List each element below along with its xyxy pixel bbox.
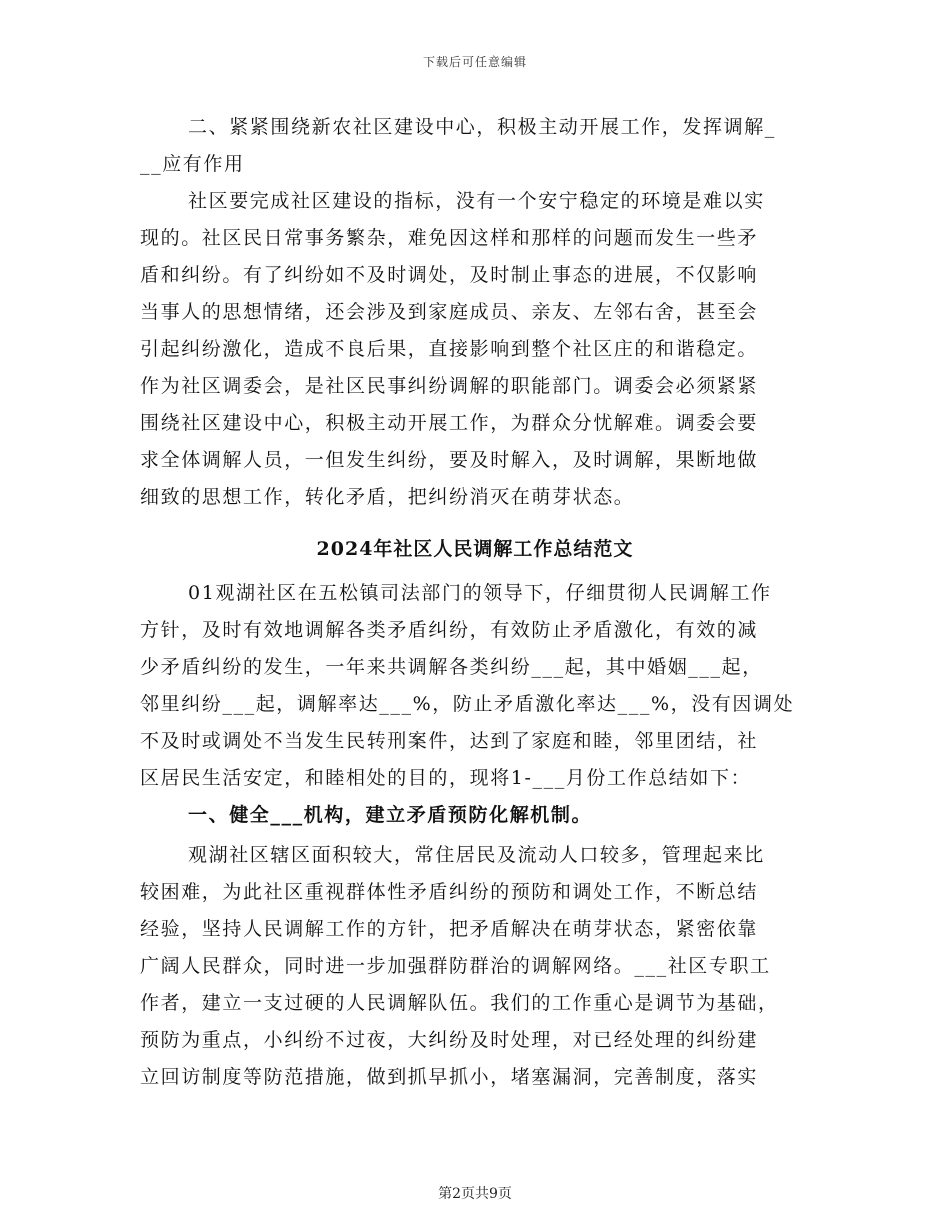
paragraph-line: 01观湖社区在五松镇司法部门的领导下，仔细贯彻人民调解工作 [188, 582, 772, 604]
paragraph-line: 预防为重点，小纠纷不过夜，大纠纷及时处理，对已经处理的纠纷建 [140, 1029, 759, 1051]
section-heading-line: 二、紧紧围绕新农社区建设中心，积极主动开展工作，发挥调解_ [188, 116, 776, 138]
paragraph-line: 不及时或调处不当发生民转刑案件，达到了家庭和睦，邻里团结，社 [140, 730, 759, 752]
paragraph-line: 现的。社区民日常事务繁杂，难免因这样和那样的问题而发生一些矛 [140, 227, 759, 249]
paragraph-line: 邻里纠纷___起，调解率达___%，防止矛盾激化率达___%，没有因调处 [140, 693, 795, 715]
paragraph-line: 引起纠纷激化，造成不良后果，直接影响到整个社区庄的和谐稳定。 [140, 338, 759, 360]
paragraph-line: 细致的思想工作，转化矛盾，把纠纷消灭在萌芽状态。 [140, 486, 635, 508]
paragraph-line: 立回访制度等防范措施，做到抓早抓小，堵塞漏洞，完善制度，落实 [140, 1066, 759, 1088]
section-heading: 一、健全___机构，建立矛盾预防化解机制。 [188, 804, 593, 826]
paragraph-line: 方针，及时有效地调解各类矛盾纠纷，有效防止矛盾激化，有效的减 [140, 619, 759, 641]
paragraph-line: 作者，建立一支过硬的人民调解队伍。我们的工作重心是调节为基础， [140, 992, 779, 1014]
paragraph-line: 围绕社区建设中心，积极主动开展工作，为群众分忧解难。调委会要 [140, 412, 759, 434]
paragraph-line: 区居民生活安定，和睦相处的目的，现将1-___月份工作总结如下： [140, 767, 752, 789]
paragraph-line: 观湖社区辖区面积较大，常住居民及流动人口较多，管理起来比 [188, 844, 765, 866]
paragraph-line: 盾和纠纷。有了纠纷如不及时调处，及时制止事态的进展，不仅影响 [140, 264, 759, 286]
paragraph-line: 当事人的思想情绪，还会涉及到家庭成员、亲友、左邻右舍，甚至会 [140, 301, 759, 323]
page-footer: 第2页共9页 [438, 1186, 512, 1202]
paragraph-line: 社区要完成社区建设的指标，没有一个安宁稳定的环境是难以实 [188, 190, 765, 212]
paragraph-line: 广阔人民群众，同时进一步加强群防群治的调解网络。___社区专职工 [140, 955, 771, 977]
paragraph-line: 较困难，为此社区重视群体性矛盾纠纷的预防和调处工作，不断总结 [140, 881, 759, 903]
page-header: 下载后可任意编辑 [422, 55, 527, 69]
paragraph-line: 作为社区调委会，是社区民事纠纷调解的职能部门。调委会必须紧紧 [140, 375, 759, 397]
document-title: 2024年社区人民调解工作总结范文 [316, 538, 634, 560]
section-heading-line: __应有作用 [140, 153, 245, 175]
paragraph-line: 经验，坚持人民调解工作的方针，把矛盾解决在萌芽状态，紧密依靠 [140, 918, 759, 940]
paragraph-line: 求全体调解人员，一但发生纠纷，要及时解入，及时调解，果断地做 [140, 449, 759, 471]
paragraph-line: 少矛盾纠纷的发生，一年来共调解各类纠纷___起，其中婚姻___起， [140, 656, 763, 678]
